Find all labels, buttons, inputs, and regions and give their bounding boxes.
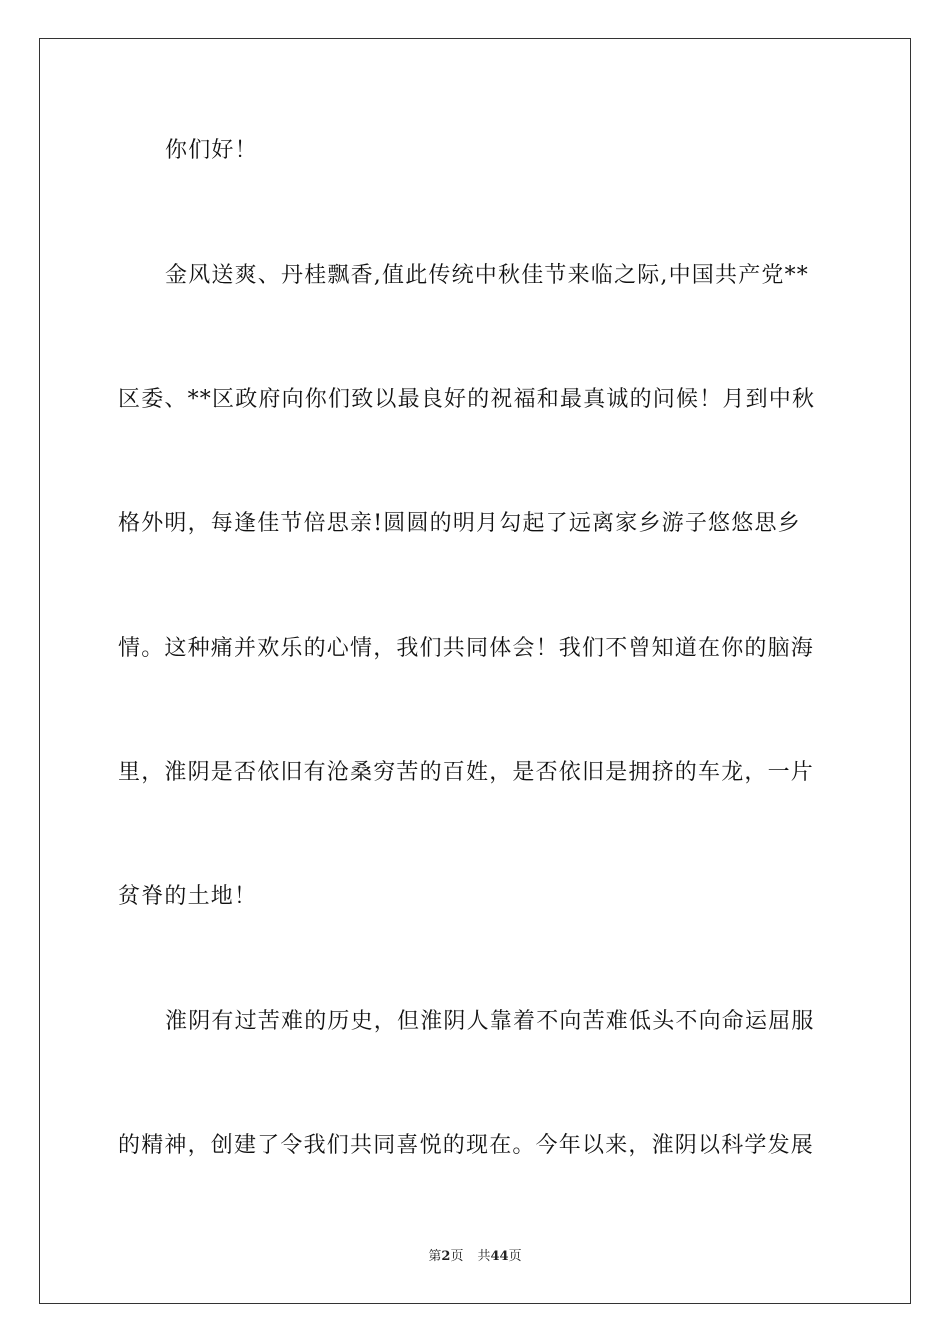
paragraph-1-line-5: 里，淮阴是否依旧有沧桑穷苦的百姓，是否依旧是拥挤的车龙，一片: [118, 760, 815, 785]
paragraph-1-line-6: 贫脊的土地！: [118, 884, 258, 909]
paragraph-2-line-1: 淮阴有过苦难的历史，但淮阴人靠着不向苦难低头不向命运屈服: [165, 1009, 815, 1034]
page-border: [39, 38, 911, 1304]
paragraph-1-line-4: 情。这种痛并欢乐的心情，我们共同体会！我们不曾知道在你的脑海: [118, 636, 815, 661]
greeting-line: 你们好！: [165, 138, 258, 163]
paragraph-1-line-1: 金风送爽、丹桂飘香,值此传统中秋佳节来临之际,中国共产党**: [165, 263, 809, 288]
paragraph-1-line-3: 格外明，每逢佳节倍思亲!圆圆的明月勾起了远离家乡游子悠悠思乡: [118, 511, 801, 536]
page-unit: 页: [450, 1249, 464, 1264]
page-footer: [0, 1248, 950, 1266]
paragraph-1-line-2: 区委、**区政府向你们致以最良好的祝福和最真诚的问候！月到中秋: [118, 387, 816, 412]
total-unit: 页: [508, 1249, 522, 1264]
total-page-count: 44: [490, 1249, 509, 1264]
page-prefix: 第: [428, 1249, 442, 1264]
total-prefix: 共: [477, 1249, 491, 1264]
paragraph-2-line-2: 的精神，创建了令我们共同喜悦的现在。今年以来，淮阴以科学发展: [118, 1133, 815, 1158]
current-page-number: 2: [441, 1249, 451, 1264]
